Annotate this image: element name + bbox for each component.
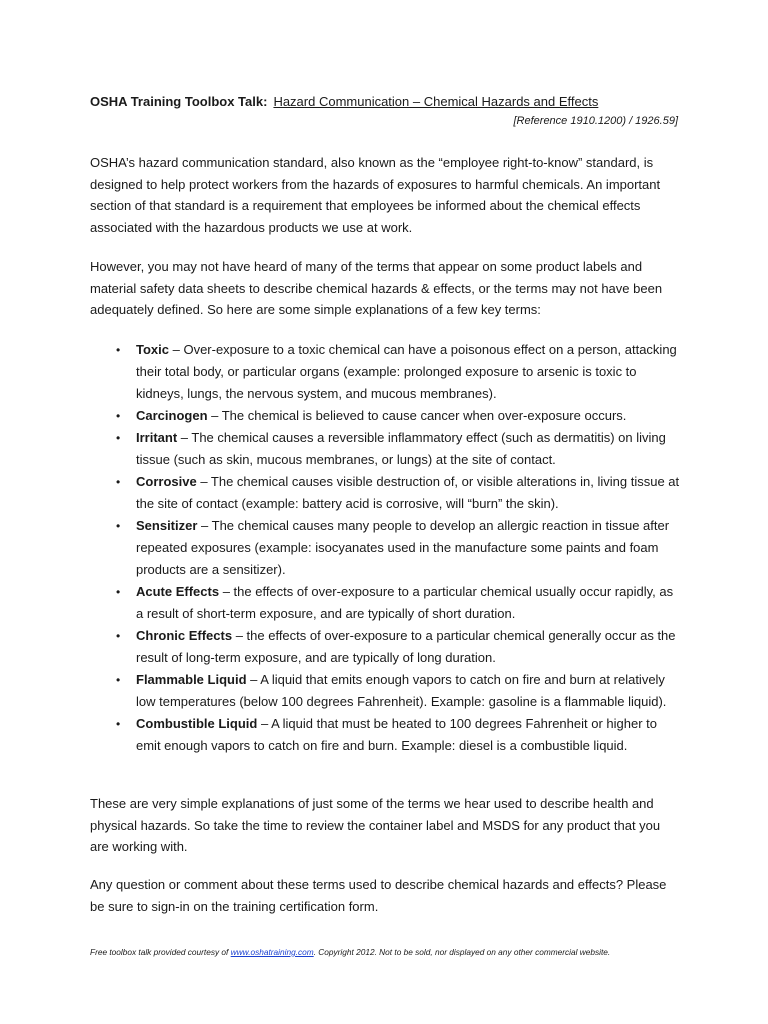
- term-name: Corrosive: [136, 474, 197, 489]
- bullet-icon: •: [116, 717, 121, 731]
- term-item-acute-effects: [90, 581, 682, 625]
- closing-paragraph: Any question or comment about these terms used to describe chemical hazards and effects? Please be sure to sign-in on the training certification form.: [90, 877, 667, 914]
- term-name: Toxic: [136, 342, 169, 357]
- bullet-icon: •: [116, 343, 121, 357]
- bullet-icon: •: [116, 475, 121, 489]
- summary-paragraph: These are very simple explanations of just some of the terms we hear used to describe health and physical hazards. So take the time to review the container label and MSDS for any product that you are working with.: [90, 796, 661, 854]
- title-prefix: OSHA Training Toolbox Talk:: [90, 94, 268, 109]
- term-definition: – the effects of over-exposure to a particular chemical usually occur rapidly, as a result of short-term exposure, and are typically of short duration.: [136, 584, 674, 621]
- bullet-icon: •: [116, 629, 121, 643]
- term-name: Combustible Liquid: [136, 716, 258, 731]
- bullet-icon: •: [116, 409, 121, 423]
- term-name: Carcinogen: [136, 408, 208, 423]
- document-title: [90, 94, 682, 110]
- term-item-irritant: [90, 427, 682, 471]
- term-definition: – Over-exposure to a toxic chemical can have a poisonous effect on a person, attacking their total body, or particular organs (example: prolonged exposure to arsenic is toxic to kidneys, lungs, the nervous system, and mucous membranes).: [136, 342, 677, 401]
- intro-paragraph: OSHA’s hazard communication standard, also known as the “employee right-to-know” standard, is designed to help protect workers from the hazards of exposures to harmful chemicals. An important section of that standard is a requirement that employees be informed about the chemical effects associated with the hazardous products we use at work.: [90, 155, 661, 235]
- title-topic: Hazard Communication – Chemical Hazards and Effects: [273, 94, 599, 109]
- term-item-corrosive: [90, 471, 682, 515]
- footer-website-link[interactable]: www.oshatraining.com: [230, 947, 314, 957]
- term-item-flammable-liquid: [90, 669, 682, 713]
- footer-text-before: Free toolbox talk provided courtesy of: [90, 947, 231, 957]
- term-item-sensitizer: [90, 515, 682, 581]
- footer-note: [90, 946, 690, 958]
- term-definition: – The chemical causes a reversible inflammatory effect (such as dermatitis) on living tissue (such as skin, mucous membranes, or lungs) at the site of contact.: [136, 430, 666, 467]
- term-definition: – The chemical causes many people to develop an allergic reaction in tissue after repeated exposures (example: isocyanates used in the manufacture some paints and foam products are a sensitizer).: [136, 518, 670, 577]
- term-name: Irritant: [136, 430, 178, 445]
- term-definition: – A liquid that must be heated to 100 degrees Fahrenheit or higher to emit enough vapors to catch on fire and burn. Example: diesel is a combustible liquid.: [136, 716, 657, 753]
- term-definition: – the effects of over-exposure to a particular chemical generally occur as the result of long-term exposure, and are typically of long duration.: [136, 628, 676, 665]
- bullet-icon: •: [116, 673, 121, 687]
- term-name: Acute Effects: [136, 584, 220, 599]
- term-name: Flammable Liquid: [136, 672, 247, 687]
- term-item-toxic: [90, 339, 682, 405]
- term-item-combustible-liquid: [90, 713, 682, 757]
- term-definition: – The chemical is believed to cause cancer when over-exposure occurs.: [207, 408, 627, 423]
- terms-list: [90, 339, 682, 757]
- term-name: Chronic Effects: [136, 628, 233, 643]
- bullet-icon: •: [116, 585, 121, 599]
- bullet-icon: •: [116, 431, 121, 445]
- footer-copyright: . Copyright 2012. Not to be sold, nor displayed on any other commercial website.: [313, 947, 611, 957]
- term-definition: – A liquid that emits enough vapors to catch on fire and burn at relatively low temperatures (below 100 degrees Fahrenheit). Example: gasoline is a flammable liquid).: [136, 672, 667, 709]
- term-name: Sensitizer: [136, 518, 198, 533]
- term-item-carcinogen: [90, 405, 682, 427]
- term-item-chronic-effects: [90, 625, 682, 669]
- regulation-reference: [Reference 1910.1200) / 1926.59]: [513, 115, 678, 127]
- term-definition: – The chemical causes visible destruction of, or visible alterations in, living tissue at the site of contact (example: battery acid is corrosive, will “burn” the skin).: [136, 474, 680, 511]
- lead-in-paragraph: However, you may not have heard of many of the terms that appear on some product labels and material safety data sheets to describe chemical hazards & effects, or the terms may not have been adequately defined. So here are some simple explanations of a few key terms:: [90, 259, 663, 317]
- bullet-icon: •: [116, 519, 121, 533]
